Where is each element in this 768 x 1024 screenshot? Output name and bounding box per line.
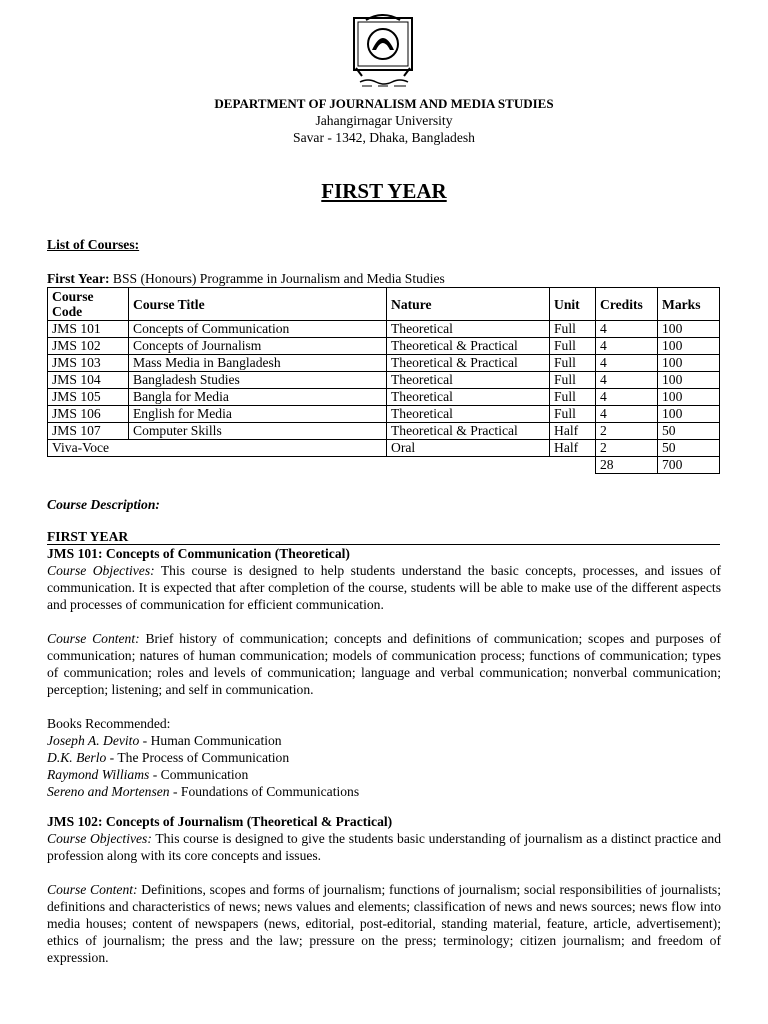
department-name: DEPARTMENT OF JOURNALISM AND MEDIA STUDIES — [214, 96, 554, 111]
jms102-heading: JMS 102: Concepts of Journalism (Theoretical & Practical) — [47, 814, 393, 829]
table-header-row — [48, 288, 720, 321]
jms102-section — [47, 813, 721, 966]
course-marks: 100 — [658, 372, 720, 389]
viva-voce-label: Viva-Voce — [48, 440, 387, 457]
book-item — [47, 766, 721, 783]
course-nature: Theoretical & Practical — [387, 338, 550, 355]
table-row — [48, 372, 720, 389]
jms101-heading: JMS 101: Concepts of Communication (Theoretical) — [47, 546, 350, 561]
course-credits: 4 — [596, 406, 658, 423]
course-credits: 4 — [596, 355, 658, 372]
book-title: - Foundations of Communications — [169, 784, 360, 799]
list-of-courses-heading: List of Courses: — [47, 237, 140, 252]
book-author: Sereno and Mortensen — [47, 784, 170, 799]
objectives-text: This course is designed to help students understand the basic concepts, processes, and issues of communication. It is expected that after completion of the course, students will be able to make use of the different aspects and processes of communication for efficient communication. — [47, 563, 721, 612]
viva-voce-nature: Oral — [387, 440, 550, 457]
content-text: Brief history of communication; concepts and definitions of communication; scopes and purposes of communication; natures of human communication; models of communication process; functions of communication; types of communication; roles and levels of communication; language and verbal communication; nonverbal communication; perception; listening; and self in communication. — [47, 631, 721, 697]
course-credits: 4 — [596, 321, 658, 338]
university-address: Savar - 1342, Dhaka, Bangladesh — [293, 130, 475, 145]
jms102-content — [47, 881, 721, 966]
book-title: - Communication — [149, 767, 249, 782]
course-credits: 2 — [596, 423, 658, 440]
total-row — [48, 457, 720, 474]
course-title: Computer Skills — [129, 423, 387, 440]
total-marks: 700 — [658, 457, 720, 474]
table-row — [48, 338, 720, 355]
course-marks: 100 — [658, 389, 720, 406]
course-code: JMS 107 — [48, 423, 129, 440]
course-title: Bangladesh Studies — [129, 372, 387, 389]
course-title: Concepts of Communication — [129, 321, 387, 338]
program-text: BSS (Honours) Programme in Journalism and Media Studies — [109, 271, 445, 286]
course-unit: Half — [550, 423, 596, 440]
header-nature: Nature — [387, 288, 550, 321]
table-row — [48, 355, 720, 372]
course-marks: 50 — [658, 423, 720, 440]
course-nature: Theoretical — [387, 372, 550, 389]
course-nature: Theoretical & Practical — [387, 355, 550, 372]
program-line — [47, 270, 445, 287]
course-marks: 100 — [658, 338, 720, 355]
course-code: JMS 104 — [48, 372, 129, 389]
course-nature: Theoretical — [387, 406, 550, 423]
jms102-objectives — [47, 830, 721, 864]
books-recommended-label: Books Recommended: — [47, 716, 171, 731]
course-credits: 4 — [596, 389, 658, 406]
course-nature: Theoretical — [387, 321, 550, 338]
table-row — [48, 423, 720, 440]
course-title: English for Media — [129, 406, 387, 423]
university-name: Jahangirnagar University — [315, 113, 453, 128]
course-credits: 4 — [596, 372, 658, 389]
course-nature: Theoretical — [387, 389, 550, 406]
course-title: Bangla for Media — [129, 389, 387, 406]
book-title: - Human Communication — [139, 733, 282, 748]
course-code: JMS 106 — [48, 406, 129, 423]
content-text: Definitions, scopes and forms of journalism; functions of journalism; social responsibilities of journalists; definitions and characteristics of news; news values and elements; classification of news and news sources; news flow into media houses; content of newspapers (news, editorial, post-editorial, standing material, feature, article, advertisement); ethics of journalism; the press and the law; pressure on the press; terminology; citizen journalism; and freedom of expression. — [47, 882, 721, 965]
book-item — [47, 749, 721, 766]
header-marks: Marks — [658, 288, 720, 321]
table-row — [48, 389, 720, 406]
course-unit: Full — [550, 389, 596, 406]
course-title: Concepts of Journalism — [129, 338, 387, 355]
program-label: First Year: — [47, 271, 110, 286]
book-author: Raymond Williams — [47, 767, 150, 782]
viva-voce-credits: 2 — [596, 440, 658, 457]
book-item — [47, 783, 721, 800]
book-author: Joseph A. Devito — [47, 733, 140, 748]
header-credits: Credits — [596, 288, 658, 321]
course-unit: Full — [550, 338, 596, 355]
course-unit: Full — [550, 321, 596, 338]
course-nature: Theoretical & Practical — [387, 423, 550, 440]
table-row — [48, 406, 720, 423]
page-title: FIRST YEAR — [321, 179, 447, 203]
jms101-section — [47, 545, 721, 800]
content-label: Course Content: — [47, 882, 138, 897]
jms101-content — [47, 630, 721, 698]
objectives-text: This course is designed to give the students basic understanding of journalism as a distinct practice and profession along with its core concepts and issues. — [47, 831, 722, 863]
header-course-code: Course Code — [48, 288, 129, 321]
total-spacer — [48, 457, 596, 474]
header-unit: Unit — [550, 288, 596, 321]
course-code: JMS 102 — [48, 338, 129, 355]
total-credits: 28 — [596, 457, 658, 474]
header-course-title: Course Title — [129, 288, 387, 321]
document-header — [47, 95, 721, 146]
course-code: JMS 101 — [48, 321, 129, 338]
book-author: D.K. Berlo — [47, 750, 107, 765]
course-code: JMS 105 — [48, 389, 129, 406]
objectives-label: Course Objectives: — [47, 831, 152, 846]
objectives-label: Course Objectives: — [47, 563, 155, 578]
jms101-objectives — [47, 562, 721, 613]
table-row — [48, 321, 720, 338]
viva-voce-marks: 50 — [658, 440, 720, 457]
course-marks: 100 — [658, 321, 720, 338]
book-item — [47, 732, 721, 749]
university-seal-logo — [348, 12, 418, 92]
course-marks: 100 — [658, 406, 720, 423]
course-unit: Full — [550, 355, 596, 372]
course-credits: 4 — [596, 338, 658, 355]
course-marks: 100 — [658, 355, 720, 372]
course-unit: Full — [550, 406, 596, 423]
course-title: Mass Media in Bangladesh — [129, 355, 387, 372]
course-code: JMS 103 — [48, 355, 129, 372]
viva-voce-row — [48, 440, 720, 457]
content-label: Course Content: — [47, 631, 140, 646]
course-description-heading: Course Description: — [47, 497, 160, 512]
first-year-heading: FIRST YEAR — [47, 529, 720, 545]
course-table — [47, 287, 720, 474]
course-unit: Full — [550, 372, 596, 389]
viva-voce-unit: Half — [550, 440, 596, 457]
book-title: - The Process of Communication — [106, 750, 290, 765]
